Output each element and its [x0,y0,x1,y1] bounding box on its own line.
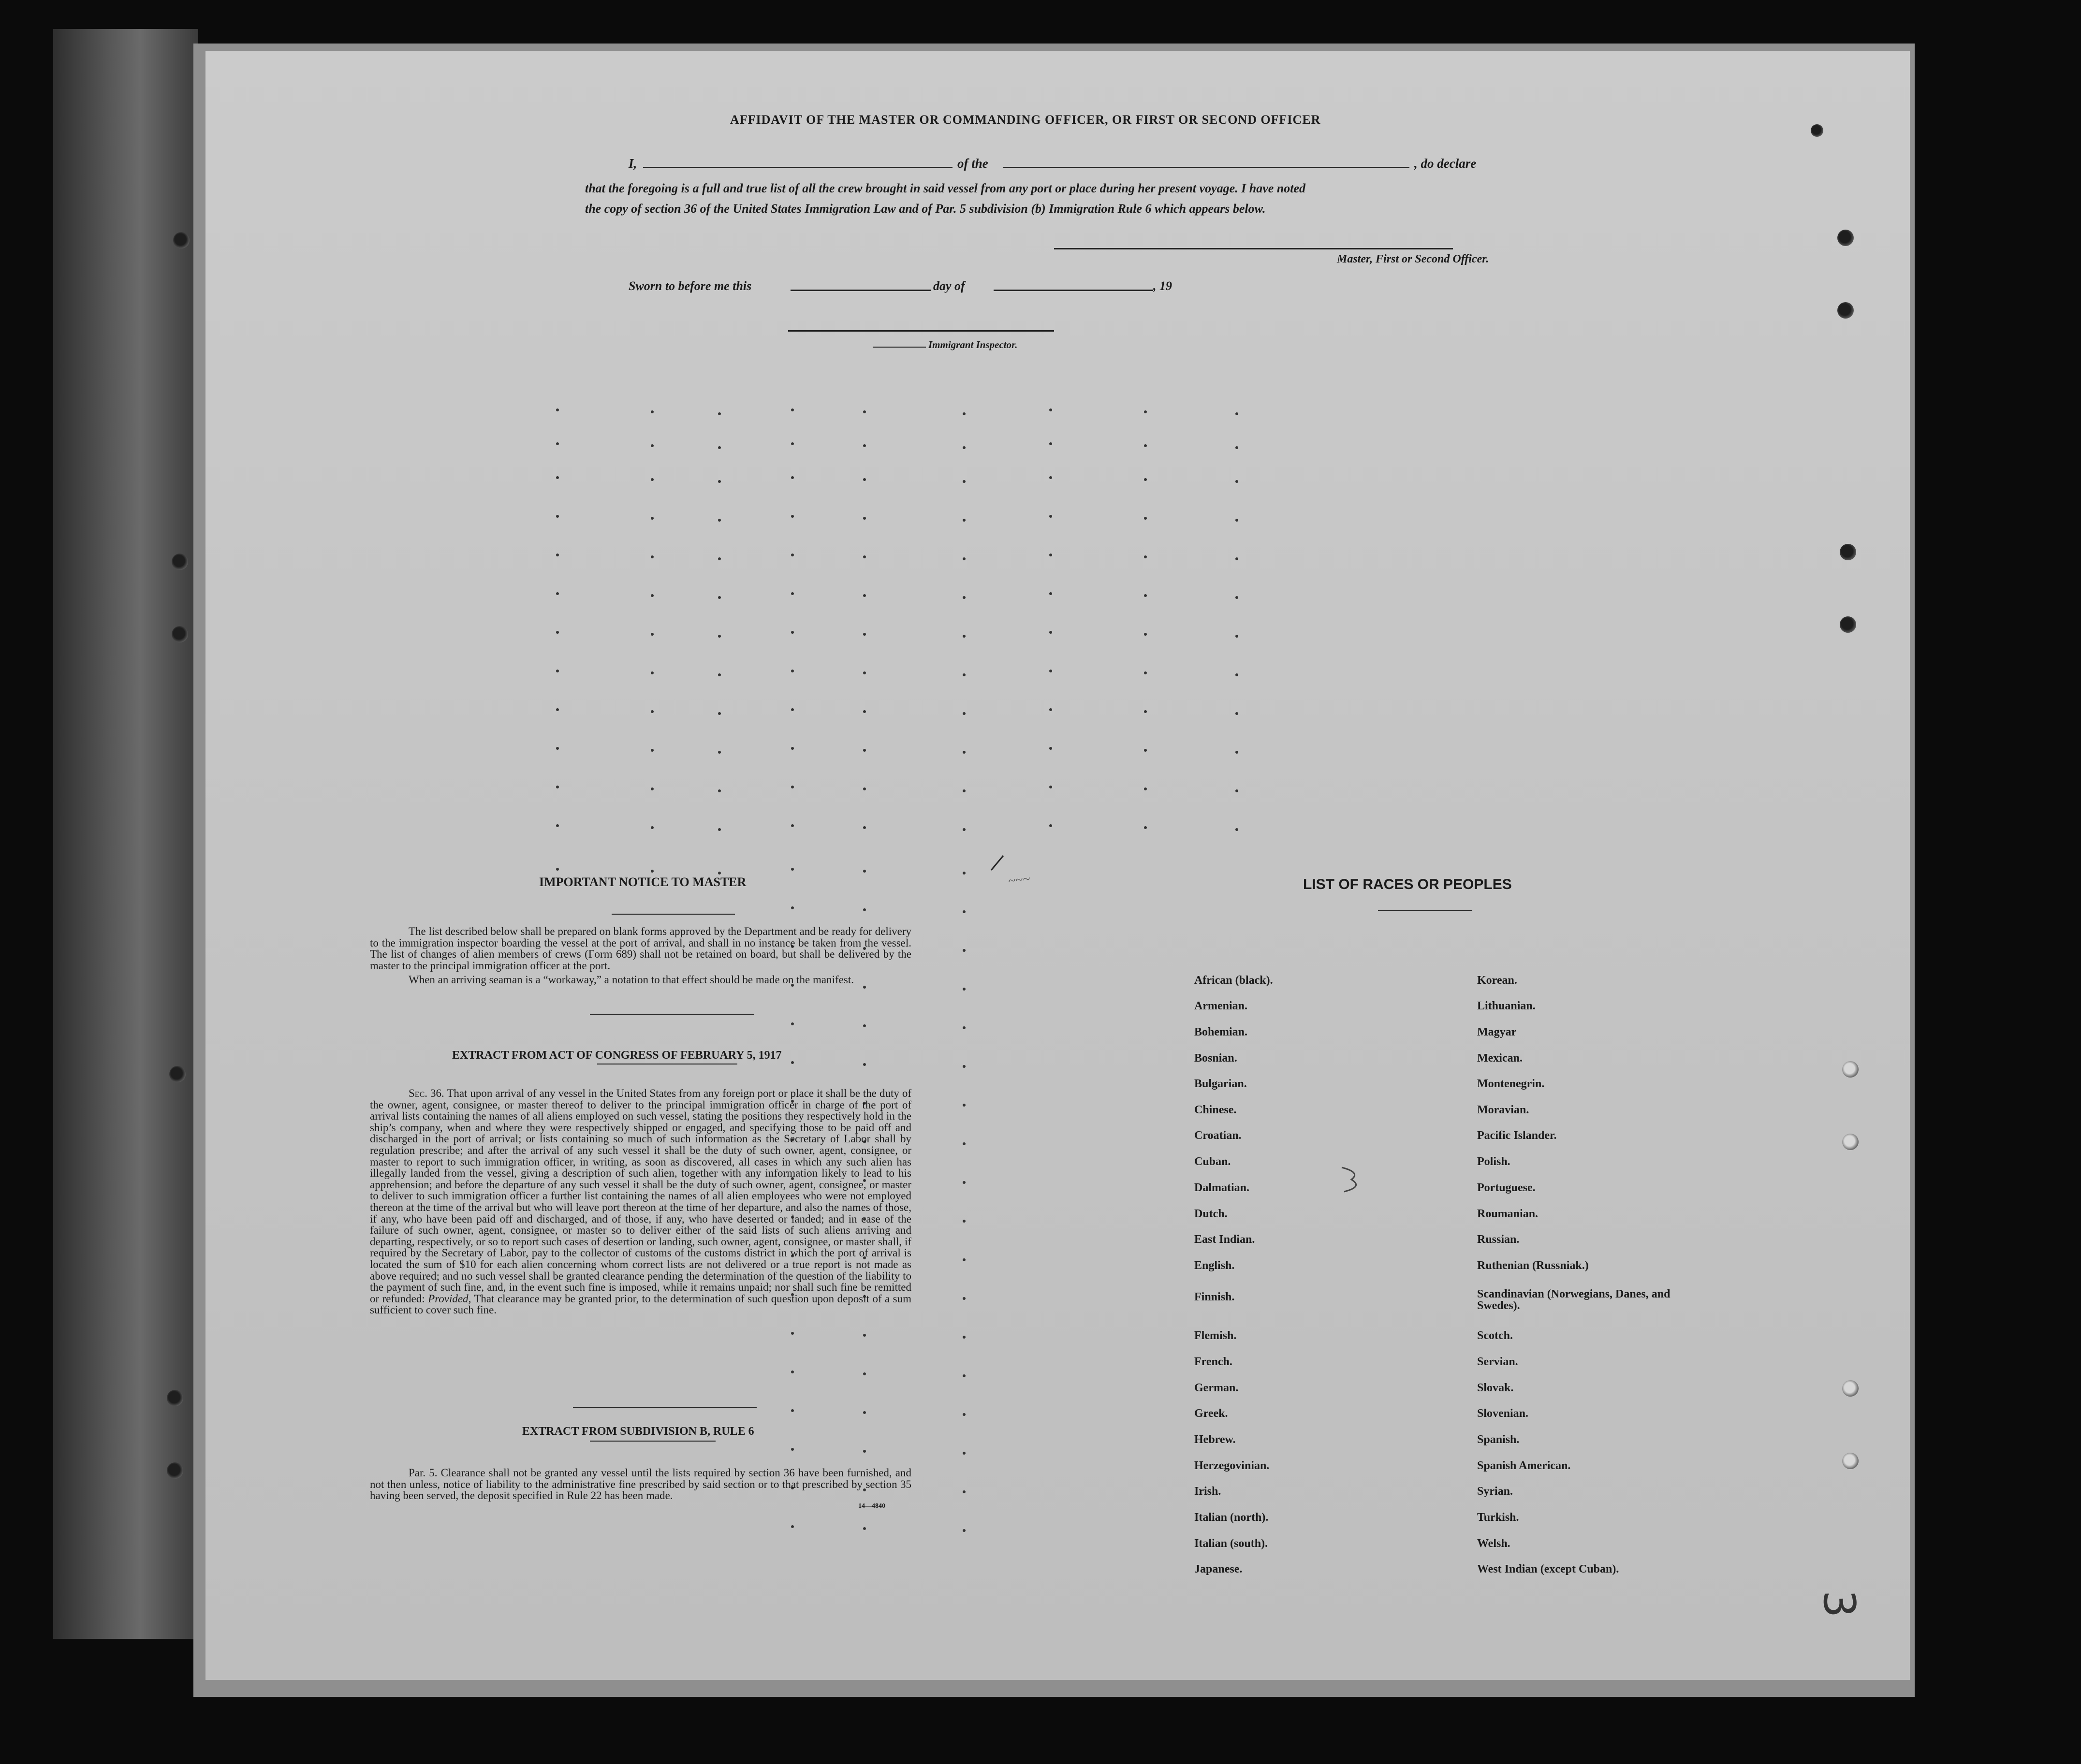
column-guide-dot [556,515,559,518]
column-guide-dot [963,1258,966,1261]
rule-extract-heading: EXTRACT FROM SUBDIVISION B, RULE 6 [522,1425,754,1438]
affidavit-line-3: the copy of section 36 of the United States Immigration Law and of Par. 5 subdivision (b) Immigration Rule 6 which appears below. [585,202,1266,216]
proviso-text: That clearance may be granted prior, to the determination of such question upon deposit of a sum sufficient to cover such fine. [370,1292,912,1316]
column-guide-dot [863,826,866,829]
column-guide-dot [863,671,866,674]
column-guide-dot [791,515,794,518]
column-guide-dot [651,870,654,873]
column-guide-dot [651,671,654,674]
column-guide-dot [963,1026,966,1029]
column-guide-dot [1144,444,1147,447]
race-item: Croatian. [1194,1129,1242,1142]
column-guide-dot [718,712,721,715]
column-guide-dot [718,596,721,599]
column-guide-dot [791,1370,794,1373]
column-guide-dot [963,596,966,599]
inspector-caption-rule [873,347,926,348]
column-guide-dot [718,412,721,415]
proviso-word: Provided, [428,1292,471,1305]
column-guide-dot [791,708,794,711]
column-guide-dot [963,1220,966,1223]
column-guide-dot [791,476,794,479]
race-item: Magyar [1477,1026,1517,1038]
column-guide-dot [718,635,721,638]
race-item: Greek. [1194,1407,1228,1420]
column-guide-dot [556,592,559,595]
binder-hole-icon [172,626,188,642]
column-guide-dot [1235,751,1238,754]
notice-separator-rule [590,1014,754,1015]
column-guide-dot [1049,786,1052,788]
column-guide-dot [556,554,559,556]
column-guide-dot [791,1022,794,1025]
column-guide-dot [963,789,966,792]
column-guide-dot [863,1024,866,1027]
signature-caption: Master, First or Second Officer. [1337,253,1489,265]
column-guide-dot [1235,480,1238,483]
affidavit-i-label: I, [629,156,637,171]
sworn-date-line [791,290,931,291]
column-guide-dot [863,1372,866,1375]
binder-hole-icon [172,554,188,570]
race-item: Roumanian. [1477,1208,1539,1220]
column-guide-dot [963,673,966,676]
column-guide-dot [963,949,966,952]
column-guide-dot [863,787,866,790]
binder-hole-icon [1840,616,1856,633]
column-guide-dot [963,872,966,875]
column-guide-dot [556,670,559,672]
column-guide-dot [963,1452,966,1455]
pen-stroke-icon [989,853,1008,873]
column-guide-dot [863,1334,866,1337]
race-item: Armenian. [1194,1000,1247,1012]
race-item: Turkish. [1477,1511,1519,1524]
race-item: Herzegovinian. [1194,1459,1270,1472]
race-item: French. [1194,1356,1232,1368]
column-guide-dot [863,478,866,481]
column-guide-dot [718,828,721,831]
column-guide-dot [963,1297,966,1300]
column-guide-dot [1235,596,1238,599]
column-guide-dot [1049,554,1052,556]
column-guide-dot [718,519,721,522]
column-guide-dot [963,480,966,483]
affidavit-declare-label: , do declare [1414,156,1477,171]
race-item: Lithuanian. [1477,1000,1536,1012]
column-guide-dot [1049,592,1052,595]
race-item: Italian (south). [1194,1537,1268,1550]
race-item: Bosnian. [1194,1052,1237,1064]
column-guide-dot [1049,476,1052,479]
binder-hole-icon [1837,302,1854,319]
column-guide-dot [1144,633,1147,636]
master-name-line [643,167,953,168]
binder-hole-icon [167,1390,183,1406]
binder-hole-icon [169,1066,186,1082]
column-guide-dot [863,1527,866,1530]
race-item: Chinese. [1194,1104,1237,1116]
column-guide-dot [1235,789,1238,792]
column-guide-dot [556,824,559,827]
column-guide-dot [651,478,654,481]
column-guide-dot [791,631,794,634]
column-guide-dot [1144,671,1147,674]
race-item: Scotch. [1477,1329,1513,1342]
column-guide-dot [718,446,721,449]
race-item: Dutch. [1194,1208,1228,1220]
column-guide-dot [1144,410,1147,413]
column-guide-dot [791,554,794,556]
race-item: Irish. [1194,1485,1221,1498]
race-item: Dalmatian. [1194,1181,1249,1194]
column-guide-dot [791,1061,794,1064]
column-guide-dot [1049,708,1052,711]
race-item: Polish. [1477,1155,1510,1168]
column-guide-dot [718,673,721,676]
notice-heading-rule [612,914,735,915]
vessel-name-line [1003,167,1409,168]
column-guide-dot [1235,828,1238,831]
notice-paragraph-1: The list described below shall be prepared on blank forms approved by the Department and be ready for delivery to the immigration inspector boarding the vessel at the port of arrival, and shall in no instance be taken from the vessel. The list of changes of alien members of crews (Form 689) shall not be retained on board, but shall be delivered by the master to the principal immigration officer at the port. [370,925,911,972]
race-item: Bulgarian. [1194,1078,1247,1090]
column-guide-dot [791,906,794,909]
column-guide-dot [556,747,559,750]
column-guide-dot [963,1374,966,1377]
column-guide-dot [963,751,966,754]
manifest-page [205,51,1910,1680]
column-guide-dot [963,1490,966,1493]
column-guide-dot [791,670,794,672]
column-guide-dot [1049,747,1052,750]
race-item: Korean. [1477,974,1517,987]
race-item: Scandinavian (Norwegians, Danes, and Swedes). [1477,1288,1671,1312]
binder-hole-icon [1842,1134,1859,1150]
column-guide-dot [718,751,721,754]
column-guide-dot [863,1411,866,1414]
notice-heading: IMPORTANT NOTICE TO MASTER [539,875,747,889]
column-guide-dot [963,1104,966,1107]
column-guide-dot [1235,557,1238,560]
race-item: Welsh. [1477,1537,1510,1550]
column-guide-dot [791,747,794,750]
race-item: Spanish American. [1477,1459,1571,1472]
column-guide-dot [1049,408,1052,411]
race-item: Italian (north). [1194,1511,1269,1524]
binder-hole-icon [173,232,190,248]
column-guide-dot [718,872,721,875]
column-guide-dot [1235,412,1238,415]
column-guide-dot [963,910,966,913]
column-guide-dot [651,517,654,520]
race-item: Moravian. [1477,1104,1529,1116]
race-item: Japanese. [1194,1563,1243,1575]
sworn-month-line [994,290,1153,291]
sworn-day-label: day of [933,279,965,293]
race-item: Portuguese. [1477,1181,1536,1194]
race-item: German. [1194,1382,1239,1394]
column-guide-dot [1049,442,1052,445]
sworn-year-label: , 19 [1153,279,1172,293]
race-item: African (black). [1194,974,1273,987]
race-item: Servian. [1477,1356,1518,1368]
column-guide-dot [1144,826,1147,829]
notice-paragraph-2: When an arriving seaman is a “workaway,” a notation to that effect should be made on the manifest. [409,974,854,986]
races-heading: LIST OF RACES OR PEOPLES [1303,876,1512,892]
column-guide-dot [1049,824,1052,827]
column-guide-dot [556,868,559,871]
column-guide-dot [556,708,559,711]
race-item: Flemish. [1194,1329,1237,1342]
race-item: Hebrew. [1194,1433,1236,1446]
affidavit-of-label: of the [957,156,988,171]
act-extract-heading: EXTRACT FROM ACT OF CONGRESS OF FEBRUARY 5, 1917 [452,1049,782,1062]
signature-line [1054,248,1453,249]
column-guide-dot [963,1181,966,1184]
column-guide-dot [963,1142,966,1145]
column-guide-dot [791,868,794,871]
race-item: Pacific Islander. [1477,1129,1557,1142]
column-guide-dot [963,1529,966,1532]
column-guide-dot [963,519,966,522]
column-guide-dot [556,631,559,634]
binder-hole-icon [167,1462,183,1479]
column-guide-dot [963,712,966,715]
column-guide-dot [1235,712,1238,715]
race-item: Cuban. [1194,1155,1231,1168]
column-guide-dot [1049,515,1052,518]
race-item: Montenegrin. [1477,1078,1545,1090]
column-guide-dot [1144,594,1147,597]
race-item: Syrian. [1477,1485,1513,1498]
column-guide-dot [1235,519,1238,522]
column-guide-dot [718,557,721,560]
column-guide-dot [718,480,721,483]
column-guide-dot [863,908,866,911]
column-guide-dot [963,988,966,991]
column-guide-dot [651,787,654,790]
section-36-body: That upon arrival of any vessel in the United States from any foreign port or place it shall be the duty of the owner, agent, consignee, or master thereof to deliver to the principal immigration officer in charge of the port of arrival lists containing the names of all aliens employed on such vessel, stating the positions they respectively hold in the ship’s company, when and where they were respectively shipped or engaged, and specifying those to be paid off and discharged in the port of arrival; or lists containing so much of such information as the Secretary of Labor shall by regulation prescribe; and after the arrival of any such vessel it shall be the duty of such owner, agent, consignee, or master to report to such immigration officer, in writing, as soon as discovered, all cases in which any such alien has illegally landed from the vessel, giving a description of such alien, together with any information likely to lead to his apprehension; and before the departure of any such vessel it shall be the duty of such owner, agent, consignee, or master to deliver to such immigration officer a further list containing the names of all alien employees who were not employed thereon at the time of the arrival but who will leave port thereon at the time of her departure, and also the names of those, if any, who have been paid off and discharged, and of those, if any, who have deserted or landed; and in case of the failure of such owner, agent, consignee, or master so to deliver either of the said lists of such aliens arriving and departing, respectively, or so to report such cases of desertion or landing, such owner, agent, consignee, or master shall, if required by the Secretary of Labor, pay to the collector of customs of the customs district in which the port of arrival is located the sum of $10 for each alien concerning whom correct lists are not delivered or a true report is not made as above required; and no such vessel shall be granted clearance pending the determination of the question of the liability to the payment of such fine, and, in the event such fine is imposed, while it remains unpaid; nor shall such fine be remitted or refunded: [370,1087,911,1305]
column-guide-dot [556,442,559,445]
sworn-prefix: Sworn to before me this [629,279,752,293]
binder-hole-icon [1837,230,1854,246]
column-guide-dot [651,410,654,413]
column-guide-dot [651,749,654,752]
column-guide-dot [651,633,654,636]
column-guide-dot [718,789,721,792]
column-guide-dot [651,555,654,558]
column-guide-dot [1235,673,1238,676]
column-guide-dot [791,1525,794,1528]
column-guide-dot [556,408,559,411]
binder-hole-icon [1842,1061,1859,1078]
column-guide-dot [863,710,866,713]
punch-mark-icon [1811,124,1823,137]
column-guide-dot [863,1063,866,1066]
handwritten-mark: ~~~ [1007,871,1031,889]
column-guide-dot [963,412,966,415]
column-guide-dot [791,1409,794,1412]
column-guide-dot [1144,710,1147,713]
race-item: Finnish. [1194,1291,1235,1303]
column-guide-dot [863,410,866,413]
form-number: 14—4840 [858,1502,885,1510]
column-guide-dot [1235,635,1238,638]
column-guide-dot [1235,446,1238,449]
column-guide-dot [1049,670,1052,672]
column-guide-dot [791,408,794,411]
binder-hole-icon [1842,1380,1859,1397]
column-guide-dot [963,446,966,449]
column-guide-dot [651,594,654,597]
column-guide-dot [1144,478,1147,481]
column-guide-dot [651,826,654,829]
column-guide-dot [963,635,966,638]
column-guide-dot [1144,555,1147,558]
column-guide-dot [556,476,559,479]
column-guide-dot [791,1332,794,1335]
column-guide-dot [1144,749,1147,752]
column-guide-dot [556,786,559,788]
race-item: Spanish. [1477,1433,1520,1446]
column-guide-dot [791,1448,794,1451]
binder-hole-icon [1842,1453,1859,1469]
inspector-signature-line [788,330,1054,332]
column-guide-dot [863,555,866,558]
column-guide-dot [791,442,794,445]
race-item: Ruthenian (Russniak.) [1477,1259,1589,1272]
column-guide-dot [651,710,654,713]
race-item: East Indian. [1194,1233,1255,1246]
race-item: Bohemian. [1194,1026,1248,1038]
column-guide-dot [963,1065,966,1068]
pen-stroke-icon [1337,1163,1366,1196]
binder-hole-icon [1840,544,1856,560]
handwritten-page-number: 3 [1813,1589,1865,1618]
column-guide-dot [791,786,794,788]
column-guide-dot [963,828,966,831]
race-item: Slovak. [1477,1382,1514,1394]
column-guide-dot [963,1336,966,1339]
race-item: West Indian (except Cuban). [1477,1563,1619,1575]
column-guide-dot [963,1413,966,1416]
column-guide-dot [863,986,866,989]
section-label: Sec. 36. [409,1087,444,1099]
column-guide-dot [863,749,866,752]
column-guide-dot [863,1450,866,1453]
affidavit-line-2: that the foregoing is a full and true list of all the crew brought in said vessel from any port or place during her present voyage. I have noted [585,181,1306,195]
column-guide-dot [863,633,866,636]
column-guide-dot [863,444,866,447]
races-heading-rule [1378,910,1472,911]
column-guide-dot [863,517,866,520]
affidavit-title: AFFIDAVIT OF THE MASTER OR COMMANDING OFFICER, OR FIRST OR SECOND OFFICER [730,113,1321,127]
column-guide-dot [651,444,654,447]
race-item: Russian. [1477,1233,1520,1246]
column-guide-dot [1049,631,1052,634]
race-item: Mexican. [1477,1052,1523,1064]
column-guide-dot [1144,787,1147,790]
rule-paragraph: Par. 5. Clearance shall not be granted any vessel until the lists required by section 36 have been furnished, and not then unless, notice of liability to the administrative fine prescribed by said section or to that prescribed by section 35 having been served, the deposit specified in Rule 22 has been made. [370,1467,911,1502]
column-guide-dot [791,592,794,595]
rule-heading-rule [590,1441,716,1442]
column-guide-dot [1144,517,1147,520]
column-guide-dot [963,557,966,560]
race-item: Slovenian. [1477,1407,1529,1420]
column-guide-dot [791,824,794,827]
column-guide-dot [863,594,866,597]
section-36-text [370,1088,911,1316]
column-guide-dot [863,870,866,873]
inspector-caption: Immigrant Inspector. [928,339,1018,350]
act-separator-rule [573,1407,757,1408]
race-item: English. [1194,1259,1235,1272]
